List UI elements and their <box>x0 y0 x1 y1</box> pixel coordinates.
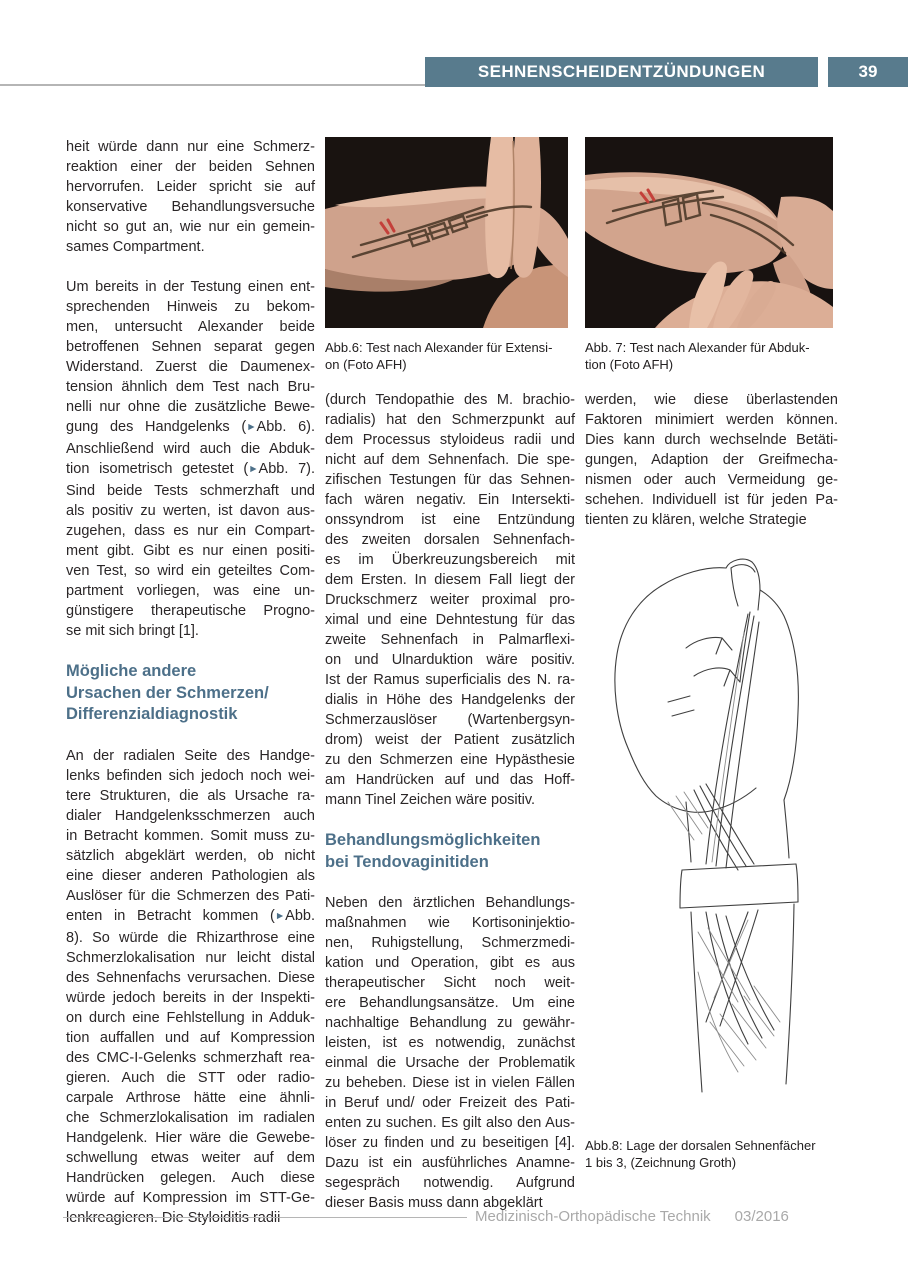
footer-rule <box>63 1217 467 1218</box>
text-line: Faktoren minimiert werden können. <box>585 412 838 428</box>
figure-reference-arrow-icon: ► <box>248 464 259 475</box>
text-line: zugehen, dass es nur ein Compart- <box>66 523 315 539</box>
figure-photo-extension-test <box>325 137 568 328</box>
footer <box>475 1208 789 1225</box>
text-line: segespräch notwendig. Aufgrund <box>325 1175 575 1191</box>
text-line: Differenzialdiagnostik <box>66 705 238 723</box>
text-line: es im Überkreuzungsbereich mit <box>325 552 575 568</box>
text-line: ven Test, so wird ein geteiltes Com- <box>66 563 315 579</box>
text-line: enten zu suchen. Es gilt also den Aus- <box>325 1115 575 1131</box>
text-line: Schmerzauslöser (Wartenbergsyn- <box>325 712 575 728</box>
figure-photo-abduction-test <box>585 137 833 328</box>
text-line: radialis) hat den Schmerzpunkt auf <box>325 412 575 428</box>
text-line: se mit sich bringt [1]. <box>66 623 199 639</box>
text-line: Mögliche andere <box>66 662 197 680</box>
column-1 <box>66 137 315 1228</box>
text-line: (durch Tendopathie des M. brachio- <box>325 392 575 408</box>
text-line: des CMC-I-Gelenks schmerzhaft rea- <box>66 1049 315 1066</box>
paragraph <box>325 893 575 1213</box>
text-line: eine dieser anderen Pathologien als <box>66 867 315 884</box>
text-line: nismen oder auch Vermeidung ge- <box>585 472 838 488</box>
paragraph <box>66 277 315 641</box>
text-line: bei Tendovaginitiden <box>325 852 489 871</box>
text-line: tion isometrisch getestet (►Abb. 7). <box>66 461 315 477</box>
text-line: Behandlungsmöglichkeiten <box>325 831 541 849</box>
header-rule <box>0 84 425 86</box>
text-line: tienten zu klären, welche Strategie <box>585 512 807 528</box>
text-line: tere Strukturen, die als Ursache ra- <box>66 787 315 804</box>
text-line: konservative Behandlungsversuche <box>66 199 315 215</box>
column-3 <box>585 390 838 530</box>
text-line: drom) weist der Patient zusätzlich <box>325 732 575 748</box>
text-line: in Beruf und/ oder Freizeit des Pati- <box>325 1095 575 1111</box>
text-line: Neben den ärztlichen Behandlungs- <box>325 895 575 911</box>
footer-issue: 03/2016 <box>734 1208 789 1225</box>
text-line: des zweiten dorsalen Sehnenfach- <box>325 532 575 548</box>
text-line: dem Processus styloideus radii und <box>325 432 575 448</box>
text-line: am Handrücken auf und das Hoff- <box>325 772 575 788</box>
text-line: on und Ulnarduktion wäre positiv. <box>325 652 575 668</box>
text-line: Druckschmerz weiter proximal pro- <box>325 592 575 608</box>
text-line: würde auf Kompression im STT-Ge- <box>66 1189 315 1206</box>
text-line: dialis in Höhe des Handgelenks der <box>325 692 575 708</box>
text-line: Dazu ist ein ausführliches Anamne- <box>325 1155 575 1171</box>
text-line: zweite Sehnenfach in Palmarflexi- <box>325 632 575 648</box>
text-line: des Sehnenfachs verursachen. Diese <box>66 969 315 986</box>
text-line: mann Tinel Zeichen wäre positiv. <box>325 792 536 808</box>
text-line: zifischen Testungen für das Sehnen- <box>325 472 575 488</box>
caption-fig7 <box>585 340 840 373</box>
text-line: ere Behandlungsansätze. Um eine <box>325 995 575 1011</box>
text-line: enten in Betracht kommen (►Abb. <box>66 907 315 924</box>
text-line: Abb. 7: Test nach Alexander für Abduk- <box>585 340 810 355</box>
text-line: carpale Arthrose hätte eine ähnli- <box>66 1089 315 1106</box>
text-line: Abb.8: Lage der dorsalen Sehnenfächer <box>585 1138 816 1153</box>
figure-reference-arrow-icon: ► <box>274 910 286 922</box>
text-line: würde jedoch bereits in der Inspekti- <box>66 989 315 1006</box>
text-line: dialer Handgelenksschmerzen auch <box>66 807 315 824</box>
caption-fig6 <box>325 340 575 373</box>
text-line: zu den Schmerzen eine Hypästhesie <box>325 752 575 768</box>
column-2 <box>325 390 575 1213</box>
text-line: Sind beide Tests schmerzhaft und <box>66 483 315 499</box>
text-line: reaktion einer der beiden Sehnen <box>66 159 315 175</box>
paragraph <box>325 390 575 810</box>
text-line: Dies kann durch wechselnde Betäti- <box>585 432 838 448</box>
text-line: nachhaltige Behandlung zu gewähr- <box>325 1015 575 1031</box>
text-line: maßnahmen wie Kortisoninjektio- <box>325 915 575 931</box>
text-line: löser zu finden und zu beseitigen [4]. <box>325 1135 575 1151</box>
text-line: dem Ersten. In diesem Fall liegt der <box>325 572 575 588</box>
figure-reference-arrow-icon: ► <box>246 422 257 433</box>
page-title: SEHNENSCHEIDENTZÜNDUNGEN <box>477 62 766 81</box>
text-line: Anschließend wird auch die Abduk- <box>66 441 315 457</box>
subheading-differenzialdiagnostik <box>66 661 315 726</box>
text-line: Ist der Ramus superficialis des N. ra- <box>325 672 575 688</box>
text-line: hervorrufen. Leider spricht sie auf <box>66 179 315 195</box>
subheading-behandlungsmoeglichkeiten <box>325 830 575 873</box>
text-line: 1 bis 3, (Zeichnung Groth) <box>585 1154 737 1170</box>
text-line: An der radialen Seite des Handge- <box>66 747 315 764</box>
text-line: ment gibt. Gibt es nur einen positi- <box>66 543 315 559</box>
text-line: günstigere therapeutische Progno- <box>66 603 315 619</box>
footer-journal-name: Medizinisch-Orthopädische Technik <box>475 1208 711 1225</box>
paragraph <box>66 746 315 1228</box>
text-line: gung des Handgelenks (►Abb. 6). <box>66 419 315 435</box>
text-line: gungen, Adaption der Greifmecha- <box>585 452 838 468</box>
text-line: che Schmerzlokalisation im radialen <box>66 1109 315 1126</box>
text-line: zu beheben. Diese ist in vielen Fällen <box>325 1075 575 1091</box>
text-line: schwellung etwas weiter auf dem <box>66 1149 315 1166</box>
text-line: men, untersucht Alexander beide <box>66 319 315 335</box>
text-line: Auslöser für die Schmerzen des Pati- <box>66 887 315 904</box>
text-line: heit würde dann nur eine Schmerz- <box>66 139 315 155</box>
text-line: sames Compartment. <box>66 239 205 255</box>
text-line: als positiv zu werten, ist davon aus- <box>66 503 315 519</box>
text-line: ximal und eine Dehntestung für das <box>325 612 575 628</box>
text-line: einmal die Ursache der Problematik <box>325 1055 575 1071</box>
text-line: tion (Foto AFH) <box>585 356 674 372</box>
abduction-test-photo-graphic <box>585 137 833 328</box>
text-line: fach wären negativ. Ein Intersekti- <box>325 492 575 508</box>
text-line: nen, Ruhigstellung, Schmerzmedi- <box>325 935 575 951</box>
text-line: Abb.6: Test nach Alexander für Extensi- <box>325 340 553 355</box>
hand-sketch-graphic <box>598 552 850 1127</box>
figure-drawing-dorsal-tendon-compartments <box>598 552 850 1132</box>
text-line: sprechenden Hinweis zu bekom- <box>66 299 315 315</box>
text-line: Schmerzlokalisation nur leicht distal <box>66 949 315 966</box>
caption-fig8 <box>585 1138 845 1171</box>
paragraph <box>66 137 315 257</box>
text-line: werden, wie diese überlastenden <box>585 392 838 408</box>
text-line: sätzlich abgeklärt werden, ob nicht <box>66 847 315 864</box>
text-line: Ursachen der Schmerzen/ <box>66 683 269 702</box>
text-line: Widerstand. Zuerst die Daumenex- <box>66 359 315 375</box>
text-line: nicht auf dem Sehnenfach. Die spe- <box>325 452 575 468</box>
text-line: kation und Operation, gibt es aus <box>325 955 575 971</box>
text-line: lenkreagieren. Die Styloiditis radii <box>66 1209 281 1226</box>
paragraph <box>585 390 838 530</box>
text-line: nicht so gut an, wie nur ein gemein- <box>66 219 315 235</box>
text-line: Handgelenk. Hier wäre die Gewebe- <box>66 1129 315 1146</box>
text-line: Um bereits in der Testung einen ent- <box>66 279 315 295</box>
text-line: 8). So würde die Rhizarthrose eine <box>66 929 315 946</box>
text-line: partment vorliegen, was eine un- <box>66 583 315 599</box>
text-line: nelli nur ohne die zusätzliche Bewe- <box>66 399 315 415</box>
text-line: tion auffallen und auf Kompression <box>66 1029 315 1046</box>
text-line: Handrücken gelegen. Auch diese <box>66 1169 315 1186</box>
text-line: onssyndrom ist eine Entzündung <box>325 512 575 528</box>
text-line: betroffenen Sehnen separat gegen <box>66 339 315 355</box>
text-line: on (Foto AFH) <box>325 356 407 372</box>
text-line: tension ähnlich dem Test nach Bru- <box>66 379 315 395</box>
text-line: schehen. Individuell ist für jeden Pa- <box>585 492 838 508</box>
text-line: on durch eine Fehlstellung in Adduk- <box>66 1009 315 1026</box>
text-line: gieren. Auch die STT oder radio- <box>66 1069 315 1086</box>
text-line: therapeutischer Sicht noch weit- <box>325 975 575 991</box>
header-bar <box>425 57 818 87</box>
text-line: leisten, ist es notwendig, zunächst <box>325 1035 575 1051</box>
page-number: 39 <box>828 57 908 87</box>
text-line: lenks befinden sich jedoch noch wei- <box>66 767 315 784</box>
extension-test-photo-graphic <box>325 137 568 328</box>
text-line: in Betracht kommen. Somit muss zu- <box>66 827 315 844</box>
text-line: dieser Basis muss dann abgeklärt <box>325 1195 543 1211</box>
